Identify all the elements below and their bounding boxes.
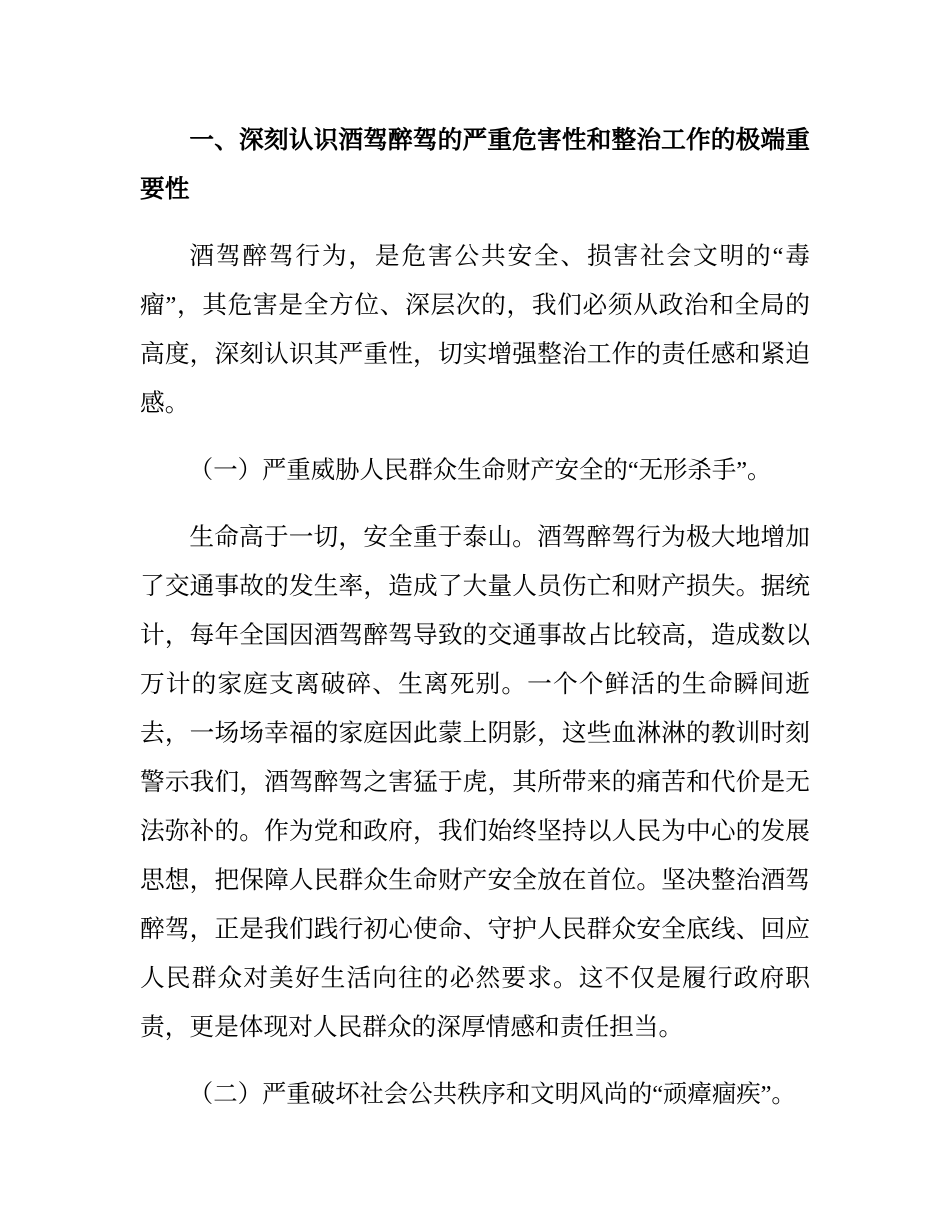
section-heading: 一、深刻认识酒驾醉驾的严重危害性和整治工作的极端重要性 bbox=[140, 127, 810, 203]
subheading-two: （二）严重破坏社会公共秩序和文明风尚的“顽瘴痼疾”。 bbox=[188, 1081, 796, 1108]
intro-paragraph: 酒驾醉驾行为，是危害公共安全、损害社会文明的“毒瘤”，其危害是全方位、深层次的，我们必须从政治和全局的高度，深刻认识其严重性，切实增强整治工作的责任感和紧迫感。 bbox=[140, 243, 810, 417]
subheading-one: （一）严重威胁人民群众生命财产安全的“无形杀手”。 bbox=[188, 457, 772, 484]
section-one-paragraph: 生命高于一切，安全重于泰山。酒驾醉驾行为极大地增加了交通事故的发生率，造成了大量人员伤亡和财产损失。据统计，每年全国因酒驾醉驾导致的交通事故占比较高，造成数以万计的家庭支离破碎、生离死别。一个个鲜活的生命瞬间逝去，一场场幸福的家庭因此蒙上阴影，这些血淋淋的教训时刻警示我们，酒驾醉驾之害猛于虎，其所带来的痛苦和代价是无法弥补的。作为党和政府，我们始终坚持以人民为中心的发展思想，把保障人民群众生命财产安全放在首位。坚决整治酒驾醉驾，正是我们践行初心使命、守护人民群众安全底线、回应人民群众对美好生活向往的必然要求。这不仅是履行政府职责，更是体现对人民群众的深厚情感和责任担当。 bbox=[140, 524, 810, 1041]
